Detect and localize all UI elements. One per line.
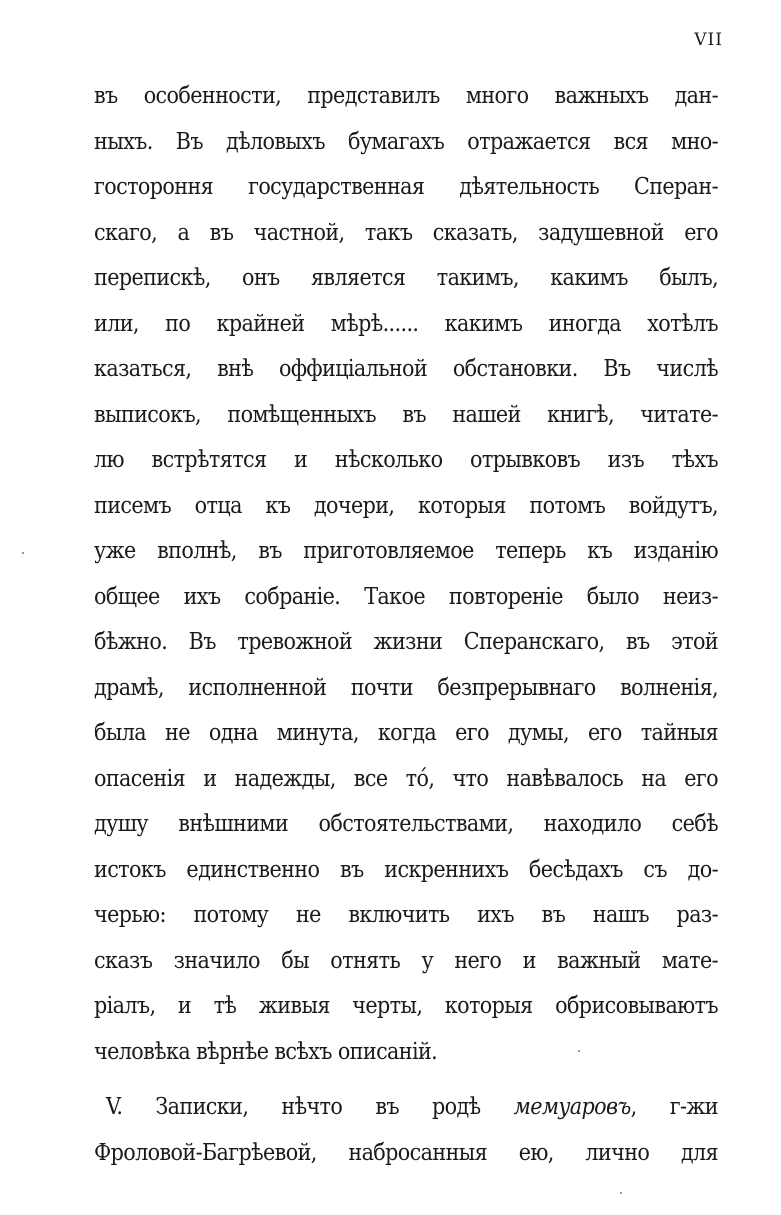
text-line: сказъ значило бы отнять у него и важный мате- [94,947,718,974]
text-line: была не одна минута, когда его думы, его тайныя [94,720,718,746]
body-text [94,74,718,1176]
text-line: писемъ отца къ дочери, которыя потомъ войдутъ, [94,492,718,519]
section-v-start: V. Записки, нѣчто въ родѣ [106,1094,514,1120]
text-line: или, по крайней мѣрѣ...... какимъ иногда хотѣлъ [94,310,718,337]
text-line: черью: потому не включить ихъ въ нашъ раз- [94,902,718,928]
section-v-end: , г-жи [630,1094,718,1120]
paragraph-gap [94,1075,718,1085]
text-line [94,1085,718,1131]
text-line: опасенія и надежды, все то́, что навѣвалось на его [94,765,718,792]
text-line: выписокъ, помѣщенныхъ въ нашей книгѣ, читате- [94,401,718,428]
italic-term: мемуаровъ [513,1094,631,1120]
paragraph-2 [94,1085,718,1176]
text-line: ріалъ, и тѣ живыя черты, которыя обрисовываютъ [94,993,718,1019]
text-line: бѣжно. Въ тревожной жизни Сперанскаго, въ этой [94,629,718,655]
text-line: скаго, а въ частной, такъ сказать, задушевной его [94,219,718,246]
paper-speck [578,1050,580,1052]
text-line: драмѣ, исполненной почти безпрерывнаго волненія, [94,674,718,701]
text-line: въ особенности, представилъ много важныхъ дан- [94,83,718,109]
text-line: общее ихъ собраніе. Такое повтореніе было неиз- [94,583,718,610]
text-line: истокъ единственно въ искреннихъ бесѣдахъ съ до- [94,856,718,883]
text-line: душу внѣшними обстоятельствами, находило себѣ [94,811,718,837]
text-line: Фроловой-Багрѣевой, набросанныя ею, лично для [94,1139,718,1166]
text-line: уже вполнѣ, въ приготовляемое теперь къ изданію [94,538,718,564]
text-line-last: человѣка вѣрнѣе всѣхъ описаній. [94,1038,438,1065]
paper-speck [22,552,24,554]
paragraph-1 [94,74,718,1075]
page-number: VII [694,30,723,50]
paper-speck [620,1192,622,1194]
text-line: ныхъ. Въ дѣловыхъ бумагахъ отражается вся мно- [94,128,718,155]
text-line: лю встрѣтятся и нѣсколько отрывковъ изъ тѣхъ [94,447,718,473]
text-line: перепискѣ, онъ является такимъ, какимъ былъ, [94,265,718,291]
text-line: гостороння государственная дѣятельность Сперан- [94,174,718,200]
text-line: казаться, внѣ оффиціальной обстановки. Въ числѣ [94,356,718,382]
